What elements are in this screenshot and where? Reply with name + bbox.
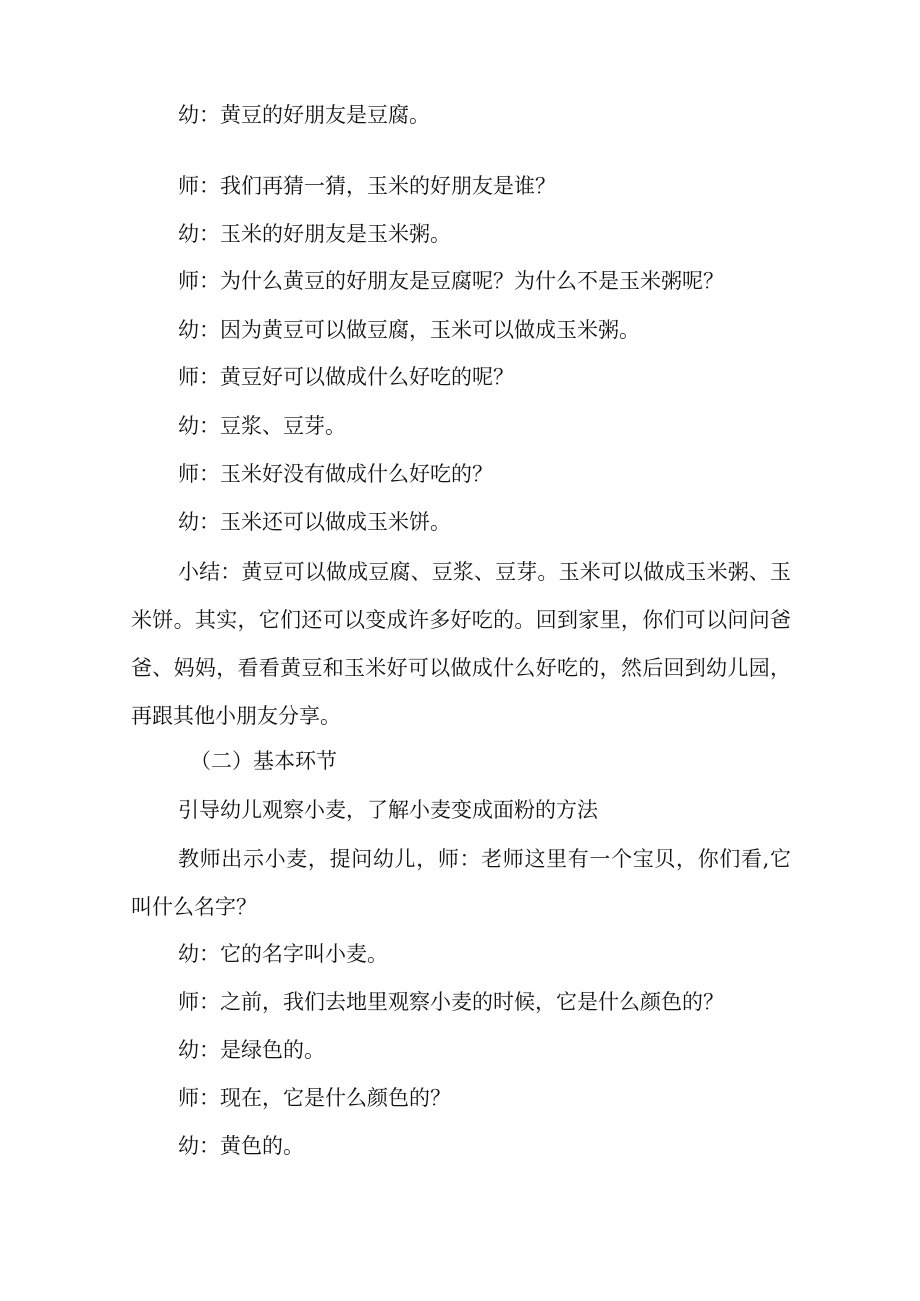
dialogue-line: 师：现在，它是什么颜色的？ bbox=[178, 1086, 451, 1110]
dialogue-line: 师：黄豆好可以做成什么好吃的呢？ bbox=[178, 365, 514, 389]
dialogue-line: 幼：黄豆的好朋友是豆腐。 bbox=[178, 103, 430, 127]
dialogue-line: 师：之前，我们去地里观察小麦的时候，它是什么颜色的？ bbox=[178, 990, 724, 1014]
dialogue-line: 幼：玉米的好朋友是玉米粥。 bbox=[178, 222, 451, 246]
dialogue-line: 师：玉米好没有做成什么好吃的？ bbox=[178, 462, 493, 486]
dialogue-line: 幼：玉米还可以做成玉米饼。 bbox=[178, 510, 451, 534]
summary-paragraph: 小结：黄豆可以做成豆腐、豆浆、豆芽。玉米可以做成玉米粥、玉米饼。其实，它们还可以变成许多好吃的。回到家里，你们可以问问爸爸、妈妈，看看黄豆和玉米好可以做成什么好吃的，然后回到幼儿园，再跟其他小朋友分享。 bbox=[131, 560, 791, 728]
teacher-question-paragraph: 教师出示小麦，提问幼儿，师：老师这里有一个宝贝，你们看,它叫什么名字？ bbox=[131, 847, 791, 919]
section-intro: 引导幼儿观察小麦，了解小麦变成面粉的方法 bbox=[178, 798, 598, 822]
dialogue-line: 幼：是绿色的。 bbox=[178, 1038, 325, 1062]
dialogue-line: 幼：豆浆、豆芽。 bbox=[178, 414, 346, 438]
dialogue-line: 幼：它的名字叫小麦。 bbox=[178, 942, 388, 966]
dialogue-line: 师：我们再猜一猜，玉米的好朋友是谁？ bbox=[178, 174, 556, 198]
dialogue-line: 师：为什么黄豆的好朋友是豆腐呢？为什么不是玉米粥呢？ bbox=[178, 269, 724, 293]
section-heading: （二）基本环节 bbox=[190, 749, 337, 773]
dialogue-line: 幼：黄色的。 bbox=[178, 1134, 304, 1158]
dialogue-line: 幼：因为黄豆可以做豆腐，玉米可以做成玉米粥。 bbox=[178, 318, 640, 342]
